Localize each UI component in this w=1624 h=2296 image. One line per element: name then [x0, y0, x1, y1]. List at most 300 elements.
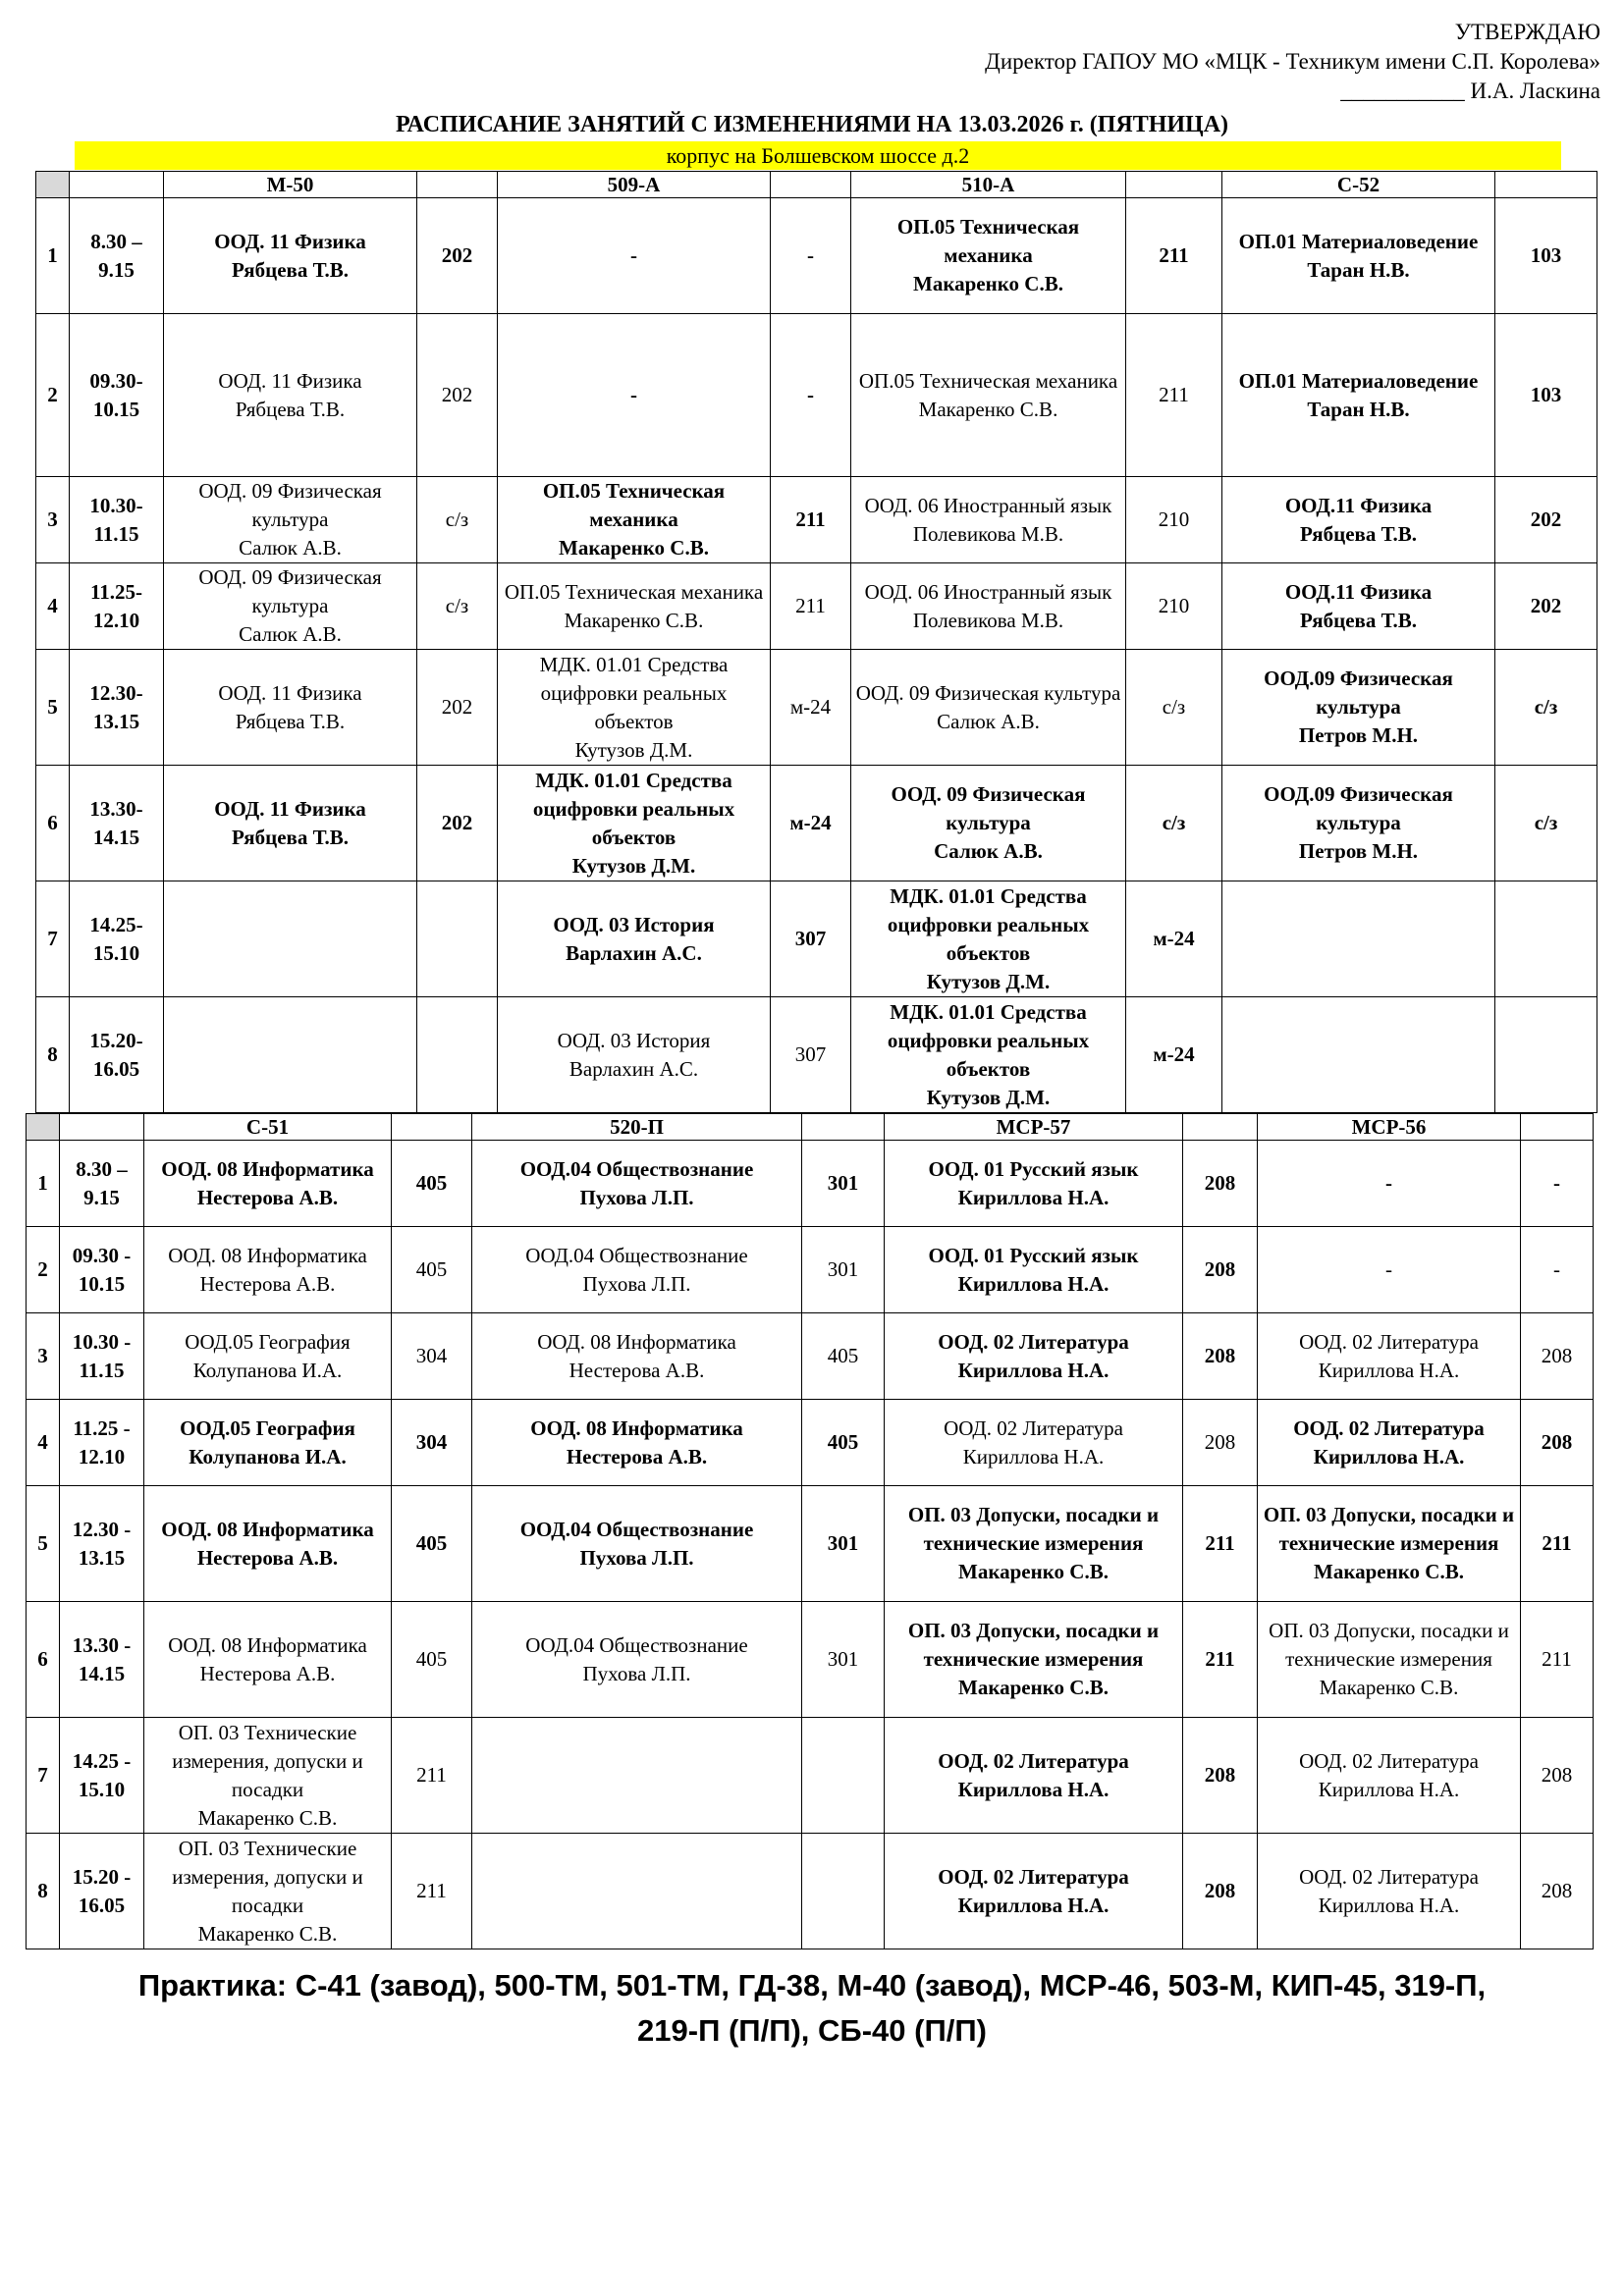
room-number: м-24	[771, 650, 851, 766]
lesson-cell	[1258, 1227, 1521, 1313]
lesson-number: 6	[27, 1602, 60, 1718]
lesson-cell	[1222, 650, 1495, 766]
teacher-name: Макаренко С.В.	[1319, 1676, 1459, 1699]
teacher-name: Варлахин А.С.	[568, 1056, 699, 1081]
room-header	[1183, 1114, 1258, 1141]
room-number: с/з	[417, 477, 498, 563]
lesson-row	[36, 477, 1597, 563]
lesson-cell	[498, 198, 771, 314]
room-number: 307	[771, 997, 851, 1113]
subject-name: -	[1385, 1171, 1392, 1195]
lesson-cell	[1258, 1486, 1521, 1602]
room-number	[1495, 997, 1597, 1113]
room-number: 405	[392, 1486, 472, 1602]
room-number: 405	[802, 1313, 885, 1400]
lesson-cell	[1258, 1602, 1521, 1718]
lesson-number: 1	[36, 198, 70, 314]
lesson-number: 6	[36, 766, 70, 881]
room-number: 301	[802, 1602, 885, 1718]
lesson-cell	[164, 477, 417, 563]
lesson-cell	[498, 997, 771, 1113]
lesson-cell	[851, 881, 1126, 997]
teacher-name: Макаренко С.В.	[197, 1805, 338, 1830]
teacher-name: Салюк А.В.	[937, 709, 1040, 733]
room-number: 211	[1521, 1602, 1594, 1718]
teacher-name: Кутузов Д.М.	[926, 969, 1051, 993]
lesson-row	[36, 997, 1597, 1113]
lesson-cell	[885, 1602, 1183, 1718]
room-number	[417, 997, 498, 1113]
lesson-cell	[1258, 1313, 1521, 1400]
room-number	[802, 1718, 885, 1834]
room-number	[802, 1834, 885, 1949]
room-header	[417, 172, 498, 198]
room-number: 208	[1521, 1718, 1594, 1834]
lesson-cell	[144, 1834, 392, 1949]
lesson-cell	[472, 1602, 802, 1718]
room-number: 304	[392, 1400, 472, 1486]
lesson-cell	[472, 1313, 802, 1400]
lesson-cell	[1222, 314, 1495, 477]
room-number: 211	[771, 477, 851, 563]
lesson-row	[36, 650, 1597, 766]
lesson-number: 1	[27, 1141, 60, 1227]
subject-name: ООД. 02 Литература	[944, 1415, 1123, 1440]
subject-name: ОП.01 Материаловедение	[1238, 229, 1479, 253]
lesson-number: 8	[27, 1834, 60, 1949]
lesson-cell	[164, 881, 417, 997]
subject-name: ООД.11 Физика	[1284, 579, 1433, 604]
approval-line-2: Директор ГАПОУ МО «МЦК - Техникум имени С.П. Королева»	[985, 49, 1600, 74]
lesson-cell	[1258, 1834, 1521, 1949]
lesson-cell	[472, 1718, 802, 1834]
lesson-row	[36, 198, 1597, 314]
lesson-number: 2	[36, 314, 70, 477]
group-header: С-52	[1222, 172, 1495, 198]
lesson-cell	[498, 477, 771, 563]
subject-name: ООД.11 Физика	[1284, 493, 1433, 517]
lesson-time: 09.30- 10.15	[70, 314, 164, 477]
subject-name: ООД. 11 Физика	[214, 796, 366, 821]
room-number: 208	[1183, 1141, 1258, 1227]
teacher-name: Пухова Л.П.	[579, 1545, 694, 1570]
teacher-name: Кириллова Н.А.	[957, 1893, 1110, 1917]
room-number: 211	[1521, 1486, 1594, 1602]
room-number: 211	[1183, 1602, 1258, 1718]
teacher-name: Кириллова Н.А.	[957, 1358, 1110, 1382]
teacher-name: Варлахин А.С.	[566, 940, 702, 965]
lesson-time: 13.30 - 14.15	[60, 1602, 144, 1718]
room-number: 202	[417, 650, 498, 766]
room-number: с/з	[1495, 650, 1597, 766]
room-header	[1495, 172, 1597, 198]
group-header: М-50	[164, 172, 417, 198]
lesson-row	[27, 1313, 1594, 1400]
lesson-time: 8.30 – 9.15	[70, 198, 164, 314]
teacher-name: Макаренко С.В.	[958, 1676, 1109, 1699]
lesson-time: 12.30- 13.15	[70, 650, 164, 766]
lesson-time: 10.30- 11.15	[70, 477, 164, 563]
room-number: 211	[1126, 198, 1222, 314]
lesson-row	[27, 1141, 1594, 1227]
teacher-name: Рябцева Т.В.	[231, 257, 350, 282]
subject-name: ООД.05 География	[180, 1415, 355, 1440]
lesson-time: 14.25 - 15.10	[60, 1718, 144, 1834]
subject-name: ОП. 03 Допуски, посадки и технические измерения	[907, 1619, 1160, 1671]
subject-name: ООД. 02 Литература	[1299, 1748, 1479, 1773]
teacher-name: Нестерова А.В.	[568, 1358, 705, 1382]
approval-line-3: ___________ И.А. Ласкина	[1340, 79, 1600, 103]
teacher-name: Макаренко С.В.	[913, 272, 1063, 295]
header-corner	[27, 1114, 60, 1141]
subject-name: ООД. 08 Информатика	[168, 1632, 367, 1657]
schedule-table-1	[35, 171, 1597, 1113]
lesson-cell	[1222, 997, 1495, 1113]
subject-name: МДК. 01.01 Средства оцифровки реальных объектов	[539, 652, 729, 733]
teacher-name: Нестерова А.В.	[196, 1545, 339, 1570]
lesson-time: 12.30 - 13.15	[60, 1486, 144, 1602]
lesson-cell	[851, 766, 1126, 881]
room-number	[417, 881, 498, 997]
room-number: с/з	[1495, 766, 1597, 881]
teacher-name: Салюк А.В.	[934, 839, 1043, 863]
room-number: м-24	[771, 766, 851, 881]
subject-name: МДК. 01.01 Средства оцифровки реальных объектов	[887, 999, 1090, 1081]
teacher-name: Петров М.Н.	[1298, 723, 1419, 747]
lesson-cell	[885, 1834, 1183, 1949]
approval-line-1: УТВЕРЖДАЮ	[1454, 20, 1600, 44]
teacher-name: Нестерова А.В.	[566, 1444, 708, 1468]
lesson-cell	[885, 1141, 1183, 1227]
lesson-row	[36, 314, 1597, 477]
lesson-number: 5	[36, 650, 70, 766]
room-number: 405	[392, 1227, 472, 1313]
teacher-name: Таран Н.В.	[1307, 257, 1410, 282]
subject-name: ООД. 08 Информатика	[537, 1329, 736, 1354]
lesson-number: 7	[36, 881, 70, 997]
teacher-name: Кутузов Д.М.	[574, 737, 693, 762]
lesson-cell	[164, 997, 417, 1113]
room-number: 202	[417, 198, 498, 314]
room-number: 208	[1183, 1313, 1258, 1400]
teacher-name: Кириллова Н.А.	[1318, 1893, 1460, 1917]
room-number: 304	[392, 1313, 472, 1400]
room-number: с/з	[1126, 766, 1222, 881]
subject-name: ОП. 03 Технические измерения, допуски и посадки	[172, 1836, 363, 1917]
room-number: 202	[417, 766, 498, 881]
lesson-cell	[498, 314, 771, 477]
schedule-table-2	[26, 1113, 1594, 1949]
lesson-cell	[164, 563, 417, 650]
subject-name: ООД. 02 Литература	[1299, 1329, 1479, 1354]
lesson-cell	[1222, 563, 1495, 650]
room-number: 208	[1521, 1834, 1594, 1949]
room-number: 210	[1126, 477, 1222, 563]
subject-name: ООД. 03 История	[553, 912, 715, 936]
room-number: 202	[1495, 563, 1597, 650]
subject-name: ООД. 08 Информатика	[161, 1517, 374, 1541]
subject-name: ООД.04 Обществознание	[519, 1517, 754, 1541]
lesson-number: 4	[36, 563, 70, 650]
lesson-time: 11.25- 12.10	[70, 563, 164, 650]
room-header	[392, 1114, 472, 1141]
teacher-name: Макаренко С.В.	[197, 1921, 338, 1946]
lesson-row	[36, 766, 1597, 881]
lesson-cell	[164, 766, 417, 881]
subject-name: МДК. 01.01 Средства оцифровки реальных объектов	[532, 768, 735, 849]
teacher-name: Пухова Л.П.	[582, 1271, 691, 1296]
teacher-name: Колупанова И.А.	[192, 1358, 343, 1382]
lesson-cell	[851, 477, 1126, 563]
lesson-cell	[498, 766, 771, 881]
room-number: -	[771, 314, 851, 477]
room-number: 208	[1183, 1718, 1258, 1834]
lesson-time: 15.20 - 16.05	[60, 1834, 144, 1949]
room-number: 301	[802, 1486, 885, 1602]
subject-name: ООД. 09 Физическая культура	[891, 782, 1086, 834]
lesson-cell	[144, 1718, 392, 1834]
room-number: -	[1521, 1227, 1594, 1313]
room-number: 103	[1495, 314, 1597, 477]
teacher-name: Макаренко С.В.	[918, 397, 1058, 421]
lesson-cell	[472, 1834, 802, 1949]
header-row	[36, 172, 1597, 198]
teacher-name: Полевикова М.В.	[912, 521, 1064, 546]
subject-name: ООД. 02 Литература	[938, 1748, 1129, 1773]
lesson-cell	[1258, 1400, 1521, 1486]
room-number	[1495, 881, 1597, 997]
teacher-name: Макаренко С.В.	[1314, 1560, 1464, 1583]
subject-name: ООД. 09 Физическая культура	[855, 680, 1121, 705]
teacher-name: Таран Н.В.	[1307, 397, 1410, 421]
header-corner	[36, 172, 70, 198]
subject-name: ООД.05 География	[185, 1329, 351, 1354]
lesson-row	[27, 1227, 1594, 1313]
subject-name: ООД. 02 Литература	[1293, 1415, 1485, 1440]
header-time	[60, 1114, 144, 1141]
lesson-cell	[1222, 198, 1495, 314]
lesson-cell	[885, 1400, 1183, 1486]
room-header	[1521, 1114, 1594, 1141]
subject-name: ООД. 11 Физика	[218, 368, 362, 393]
lesson-cell	[851, 314, 1126, 477]
practice-note	[0, 1963, 1624, 2054]
lesson-cell	[144, 1141, 392, 1227]
teacher-name: Макаренко С.В.	[559, 536, 709, 560]
lesson-cell	[851, 198, 1126, 314]
group-header: МСР-57	[885, 1114, 1183, 1141]
room-number: 211	[1183, 1486, 1258, 1602]
teacher-name: Нестерова А.В.	[199, 1661, 336, 1685]
group-header: С-51	[144, 1114, 392, 1141]
subject-name: ОП.05 Техническая механика	[504, 579, 764, 604]
header-row	[27, 1114, 1594, 1141]
lesson-cell	[472, 1486, 802, 1602]
teacher-name: Рябцева Т.В.	[1299, 521, 1418, 546]
lesson-cell	[1222, 477, 1495, 563]
room-number: 208	[1183, 1834, 1258, 1949]
room-number: -	[771, 198, 851, 314]
lesson-cell	[144, 1227, 392, 1313]
room-number: 405	[802, 1400, 885, 1486]
room-number: 211	[1126, 314, 1222, 477]
lesson-cell	[851, 997, 1126, 1113]
lesson-row	[27, 1718, 1594, 1834]
lesson-cell	[1222, 766, 1495, 881]
lesson-cell	[144, 1486, 392, 1602]
lesson-time: 09.30 - 10.15	[60, 1227, 144, 1313]
teacher-name: Нестерова А.В.	[199, 1271, 336, 1296]
lesson-cell	[164, 314, 417, 477]
subject-name: ОП.05 Техническая механика	[858, 368, 1118, 393]
teacher-name: Макаренко С.В.	[958, 1560, 1109, 1583]
group-header: МСР-56	[1258, 1114, 1521, 1141]
subject-name: ОП. 03 Допуски, посадки и технические измерения	[1269, 1619, 1509, 1671]
approval-block	[985, 18, 1600, 106]
teacher-name: Кириллова Н.А.	[957, 1271, 1110, 1296]
teacher-name: Рябцева Т.В.	[1299, 608, 1418, 632]
lesson-cell	[885, 1486, 1183, 1602]
lesson-row	[27, 1400, 1594, 1486]
teacher-name: Рябцева Т.В.	[235, 397, 346, 421]
subject-name: ООД. 06 Иностранный язык	[864, 493, 1112, 517]
subject-name: ООД. 08 Информатика	[168, 1243, 367, 1267]
subject-name: ООД. 09 Физическая культура	[198, 479, 382, 531]
lesson-cell	[164, 198, 417, 314]
room-number: 301	[802, 1227, 885, 1313]
teacher-name: Макаренко С.В.	[564, 608, 704, 632]
room-number: 211	[392, 1718, 472, 1834]
lesson-time: 14.25- 15.10	[70, 881, 164, 997]
teacher-name: Кутузов Д.М.	[926, 1085, 1051, 1109]
subject-name: ООД. 11 Физика	[218, 680, 362, 705]
lesson-number: 8	[36, 997, 70, 1113]
room-number: 301	[802, 1141, 885, 1227]
teacher-name: Кириллова Н.А.	[1318, 1358, 1460, 1382]
subject-name: ООД. 02 Литература	[938, 1864, 1129, 1889]
lesson-cell	[498, 650, 771, 766]
subject-name: ОП. 03 Допуски, посадки и технические измерения	[1263, 1503, 1515, 1555]
room-number: 202	[1495, 477, 1597, 563]
teacher-name: Салюк А.В.	[239, 622, 342, 646]
teacher-name: Пухова Л.П.	[582, 1661, 691, 1685]
teacher-name: Рябцева Т.В.	[235, 709, 346, 733]
room-number: с/з	[417, 563, 498, 650]
lesson-time: 10.30 - 11.15	[60, 1313, 144, 1400]
lesson-cell	[851, 563, 1126, 650]
lesson-time: 15.20- 16.05	[70, 997, 164, 1113]
lesson-number: 3	[36, 477, 70, 563]
teacher-name: Колупанова И.А.	[189, 1444, 347, 1468]
lesson-cell	[885, 1718, 1183, 1834]
room-number: 208	[1183, 1227, 1258, 1313]
lesson-cell	[885, 1313, 1183, 1400]
teacher-name: Кутузов Д.М.	[571, 853, 696, 878]
lesson-row	[36, 563, 1597, 650]
lesson-cell	[164, 650, 417, 766]
teacher-name: Кириллова Н.А.	[1318, 1777, 1460, 1801]
lesson-number: 2	[27, 1227, 60, 1313]
subject-name: ООД.04 Обществознание	[525, 1243, 748, 1267]
subject-name: ОП.01 Материаловедение	[1238, 368, 1479, 393]
room-number: 103	[1495, 198, 1597, 314]
subject-name: ООД. 08 Информатика	[161, 1156, 374, 1181]
practice-line-2: 219-П (П/П), СБ-40 (П/П)	[637, 2013, 987, 2048]
teacher-name: Рябцева Т.В.	[231, 825, 350, 849]
lesson-time: 8.30 – 9.15	[60, 1141, 144, 1227]
lesson-time: 11.25 - 12.10	[60, 1400, 144, 1486]
header-time	[70, 172, 164, 198]
lesson-cell	[144, 1602, 392, 1718]
lesson-row	[36, 881, 1597, 997]
subject-name: ОП.05 Техническая механика	[896, 215, 1080, 267]
lesson-number: 7	[27, 1718, 60, 1834]
subject-name: ООД. 02 Литература	[1299, 1864, 1479, 1889]
subject-name: ООД. 01 Русский язык	[928, 1243, 1139, 1267]
teacher-name: Пухова Л.П.	[579, 1185, 694, 1209]
lesson-cell	[472, 1227, 802, 1313]
lesson-cell	[1258, 1141, 1521, 1227]
subject-name: ООД. 08 Информатика	[530, 1415, 743, 1440]
teacher-name: Петров М.Н.	[1298, 839, 1419, 863]
lesson-row	[27, 1602, 1594, 1718]
lesson-row	[27, 1834, 1594, 1949]
room-number: 202	[417, 314, 498, 477]
room-header	[771, 172, 851, 198]
subject-name: ОП.05 Техническая механика	[542, 479, 726, 531]
teacher-name: Кириллова Н.А.	[957, 1777, 1110, 1801]
lesson-row	[27, 1486, 1594, 1602]
room-number: с/з	[1126, 650, 1222, 766]
subject-name: ООД. 03 История	[557, 1028, 711, 1052]
teacher-name: Кириллова Н.А.	[962, 1444, 1105, 1468]
lesson-cell	[472, 1400, 802, 1486]
subject-name: ООД.09 Физическая культура	[1264, 667, 1453, 719]
page-title: РАСПИСАНИЕ ЗАНЯТИЙ С ИЗМЕНЕНИЯМИ НА 13.03.2026 г. (ПЯТНИЦА)	[395, 112, 1229, 137]
subject-name: ООД. 02 Литература	[938, 1329, 1129, 1354]
teacher-name: Кириллова Н.А.	[1313, 1444, 1465, 1468]
room-header	[802, 1114, 885, 1141]
room-number: 307	[771, 881, 851, 997]
subject-name: ООД. 06 Иностранный язык	[864, 579, 1112, 604]
lesson-cell	[498, 563, 771, 650]
room-number: 210	[1126, 563, 1222, 650]
group-header: 520-П	[472, 1114, 802, 1141]
campus-banner: корпус на Болшевском шоссе д.2	[75, 141, 1561, 170]
subject-name: ООД. 11 Физика	[214, 229, 366, 253]
subject-name: ОП. 03 Технические измерения, допуски и посадки	[172, 1720, 363, 1801]
subject-name: МДК. 01.01 Средства оцифровки реальных объектов	[887, 883, 1090, 965]
lesson-cell	[144, 1400, 392, 1486]
lesson-cell	[851, 650, 1126, 766]
subject-name: ОП. 03 Допуски, посадки и технические измерения	[907, 1503, 1160, 1555]
group-header: 510-А	[851, 172, 1126, 198]
room-number: м-24	[1126, 997, 1222, 1113]
room-number: 208	[1521, 1313, 1594, 1400]
lesson-cell	[144, 1313, 392, 1400]
lesson-number: 4	[27, 1400, 60, 1486]
lesson-cell	[1258, 1718, 1521, 1834]
subject-name: ООД.09 Физическая культура	[1264, 782, 1453, 834]
room-number: 405	[392, 1141, 472, 1227]
room-number: -	[1521, 1141, 1594, 1227]
lesson-cell	[498, 881, 771, 997]
room-number: 208	[1521, 1400, 1594, 1486]
subject-name: ООД.04 Обществознание	[525, 1632, 748, 1657]
subject-name: -	[1385, 1257, 1392, 1281]
room-header	[1126, 172, 1222, 198]
room-number: 211	[392, 1834, 472, 1949]
